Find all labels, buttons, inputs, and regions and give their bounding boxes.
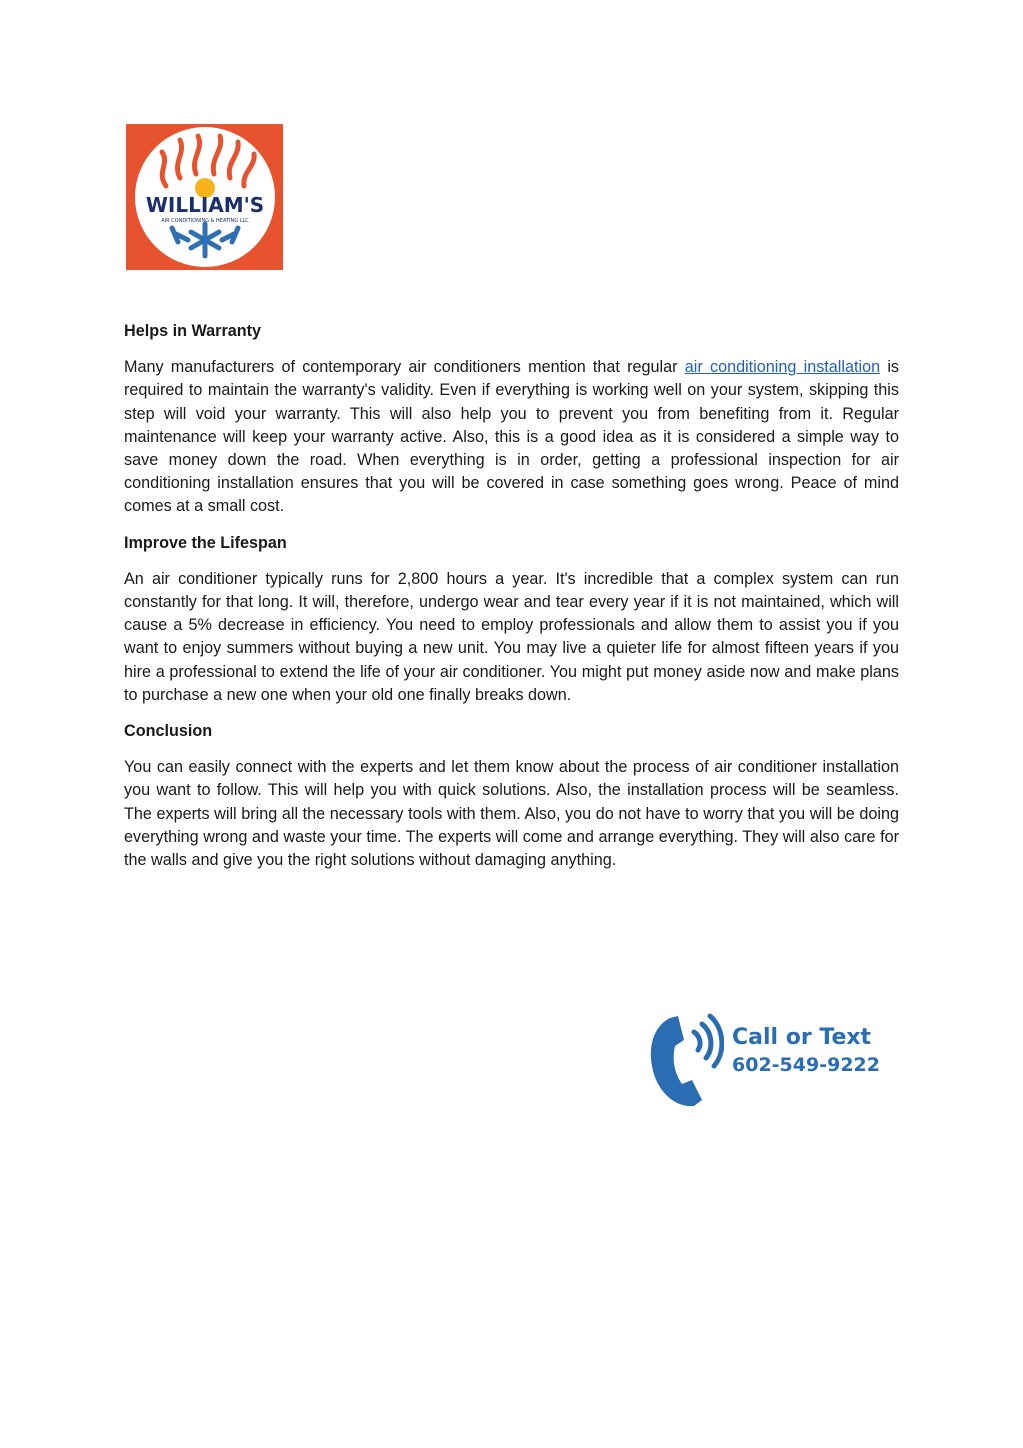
logo-graphic: [126, 124, 283, 270]
phone-icon: [648, 1010, 724, 1108]
cta-label: Call or Text: [732, 1025, 872, 1050]
logo-brand-text: WILLIAM'S: [145, 193, 265, 217]
call-or-text-banner[interactable]: [648, 1010, 888, 1110]
section-paragraph-conclusion: You can easily connect with the experts and let them know about the process of air conditioner installation you want to follow. This will help you with quick solutions. Also, the installation process will be seamless. The experts will bring all the necessary tools with them. Also, you do not have to worry that you will be doing everything wrong and waste your time. The experts will come and arrange everything. They will also care for the walls and give you the right solutions without damaging anything.: [124, 758, 899, 870]
cta-text-block: [732, 1024, 880, 1078]
section-heading-conclusion: Conclusion: [124, 722, 213, 741]
company-logo: [126, 124, 283, 270]
section-paragraph-warranty: [124, 356, 899, 518]
air-conditioning-installation-link[interactable]: air conditioning installation: [684, 358, 881, 377]
logo-tagline-text: AIR CONDITIONING & HEATING LLC: [161, 218, 249, 224]
section-paragraph-lifespan: An air conditioner typically runs for 2,800 hours a year. It's incredible that a complex system can run constantly for that long. It will, therefore, undergo wear and tear every year if it is not maintained, which will cause a 5% decrease in efficiency. You need to employ professionals and allow them to assist you if you want to enjoy summers without buying a new unit. You may live a quieter life for almost fifteen years if you hire a professional to extend the life of your air conditioner. You might put money aside now and make plans to purchase a new one when your old one finally breaks down.: [124, 569, 899, 704]
paragraph-text: Many manufacturers of contemporary air conditioners mention that regular: [124, 358, 685, 377]
article-body: [124, 320, 899, 885]
paragraph-text: is required to maintain the warranty's validity. Even if everything is working well on your system, skipping this step will void your warranty. This will also help you to prevent you from benefiting from it. Regular maintenance will keep your warranty active. Also, this is a good idea as it is considered a simple way to save money down the road. When everything is in order, getting a professional inspection for air conditioning installation ensures that you will be covered in case something goes wrong. Peace of mind comes at a small cost.: [124, 358, 900, 516]
section-heading-warranty: Helps in Warranty: [124, 322, 262, 340]
section-heading-lifespan: Improve the Lifespan: [124, 533, 287, 552]
cta-phone-number[interactable]: 602-549-9222: [732, 1054, 880, 1076]
